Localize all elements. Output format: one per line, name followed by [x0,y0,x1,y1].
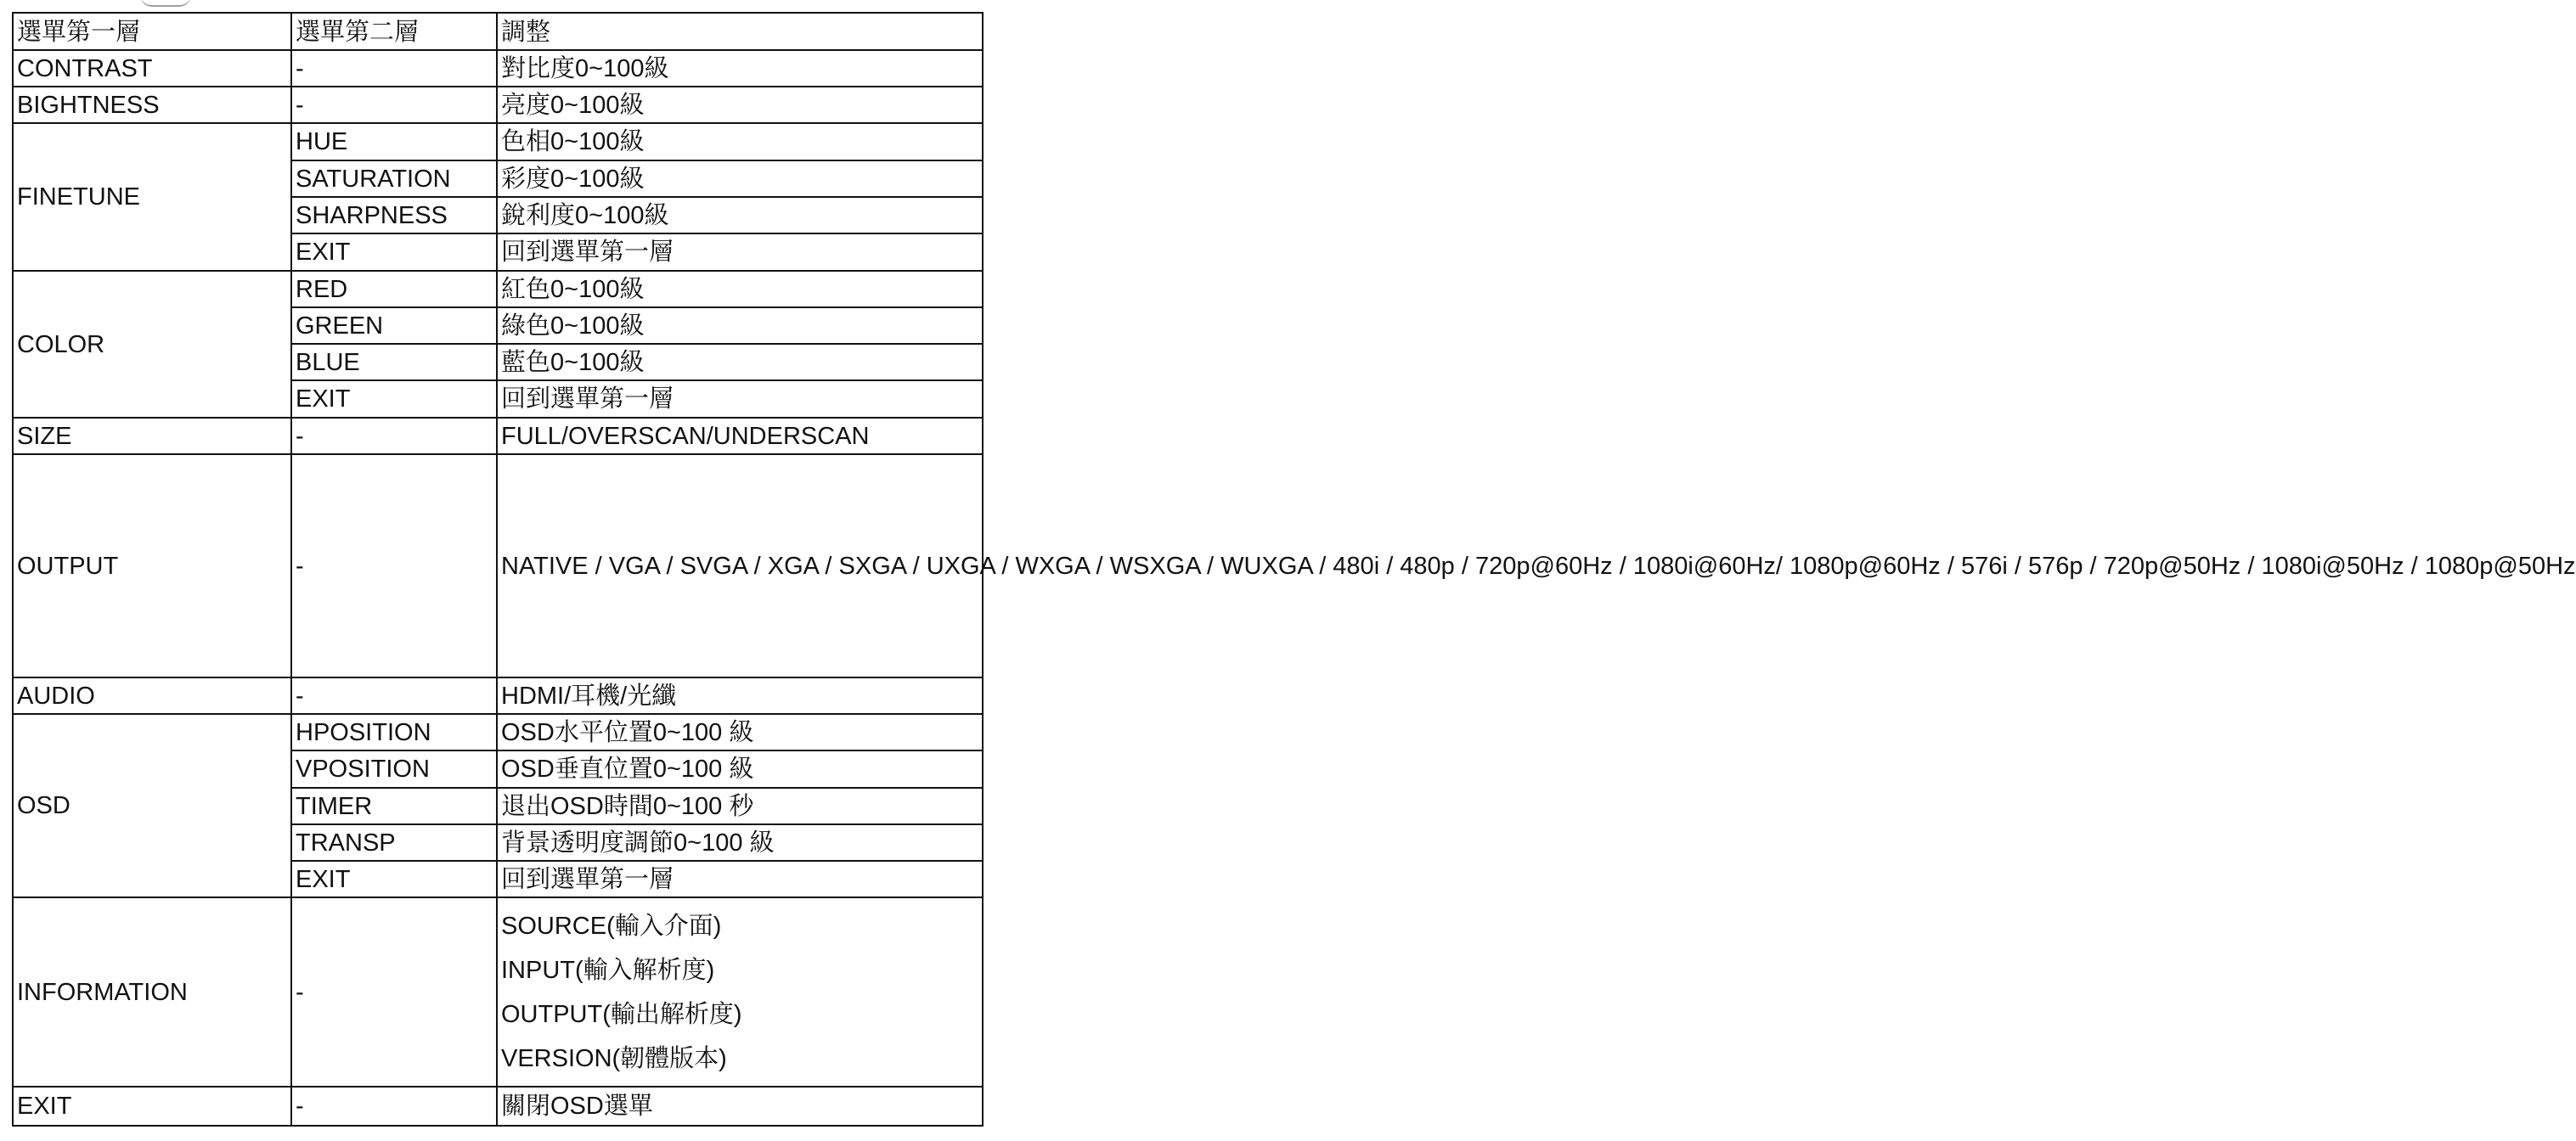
adjust-cell: NATIVE / VGA / SVGA / XGA / SXGA / UXGA / WXGA / WSXGA / WUXGA / 480i / 480p / 720p@60Hz / 1080i@60Hz/ 1080p@60Hz / 576i / 576p / 720p@50Hz / 1080i@50Hz / 1080p@50Hz [497,454,983,677]
table-row [13,454,983,677]
level1-cell: INFORMATION [13,897,291,1087]
table-row [13,50,983,87]
level2-cell: EXIT [291,861,497,897]
adjust-cell: OSD垂直位置0~100 級 [497,750,983,788]
header-level1: 選單第一層 [13,13,291,50]
osd-menu-table [12,12,2576,1127]
adjust-cell: 銳利度0~100級 [497,197,983,233]
adjust-cell: HDMI/耳機/光纖 [497,677,983,714]
adjust-cell: 亮度0~100級 [497,87,983,123]
level2-cell: - [291,1087,497,1126]
info-line: OUTPUT(輸出解析度) [501,1000,742,1028]
adjust-cell: 色相0~100級 [497,123,983,160]
level2-cell: GREEN [291,307,497,344]
table-row [13,123,983,160]
level2-cell: SHARPNESS [291,197,497,233]
level1-cell: EXIT [13,1087,291,1126]
adjust-cell: 對比度0~100級 [497,50,983,87]
level2-cell: EXIT [291,233,497,271]
level2-cell: - [291,50,497,87]
info-line: SOURCE(輸入介面) [501,912,722,940]
info-line: INPUT(輸入解析度) [501,956,715,984]
level1-cell: CONTRAST [13,50,291,87]
level1-cell: SIZE [13,418,291,454]
level2-cell: - [291,454,497,677]
adjust-cell: 彩度0~100級 [497,160,983,197]
level1-cell: FINETUNE [13,123,291,271]
adjust-cell: 回到選單第一層 [497,861,983,897]
adjust-cell: FULL/OVERSCAN/UNDERSCAN [497,418,983,454]
level2-cell: TIMER [291,788,497,824]
header-level2: 選單第二層 [291,13,497,50]
info-line: VERSION(韌體版本) [501,1044,727,1072]
header-adjust: 調整 [497,13,983,50]
level2-cell: RED [291,271,497,307]
table-row [13,1087,983,1126]
level2-cell: BLUE [291,344,497,380]
table-row [13,714,983,750]
level1-cell: AUDIO [13,677,291,714]
adjust-cell: 退出OSD時間0~100 秒 [497,788,983,824]
level2-cell: - [291,418,497,454]
decorative-mark [140,0,191,7]
level2-cell: VPOSITION [291,750,497,788]
level2-cell: SATURATION [291,160,497,197]
adjust-cell: 紅色0~100級 [497,271,983,307]
table-row [13,677,983,714]
level1-cell: BIGHTNESS [13,87,291,123]
level2-cell: - [291,87,497,123]
adjust-cell: 藍色0~100級 [497,344,983,380]
level2-cell: - [291,897,497,1087]
table-row [13,897,983,1087]
table-row [13,87,983,123]
adjust-cell: 背景透明度調節0~100 級 [497,824,983,861]
header-row [13,13,983,50]
level2-cell: HUE [291,123,497,160]
table-row [13,271,983,307]
adjust-cell: 回到選單第一層 [497,380,983,418]
adjust-cell [497,897,983,1087]
adjust-cell: 綠色0~100級 [497,307,983,344]
adjust-cell: OSD水平位置0~100 級 [497,714,983,750]
adjust-cell: 回到選單第一層 [497,233,983,271]
table-row [13,418,983,454]
level1-cell: OSD [13,714,291,897]
level1-cell: OUTPUT [13,454,291,677]
adjust-cell: 關閉OSD選單 [497,1087,983,1126]
level1-cell: COLOR [13,271,291,418]
level2-cell: EXIT [291,380,497,418]
level2-cell: - [291,677,497,714]
level2-cell: HPOSITION [291,714,497,750]
level2-cell: TRANSP [291,824,497,861]
